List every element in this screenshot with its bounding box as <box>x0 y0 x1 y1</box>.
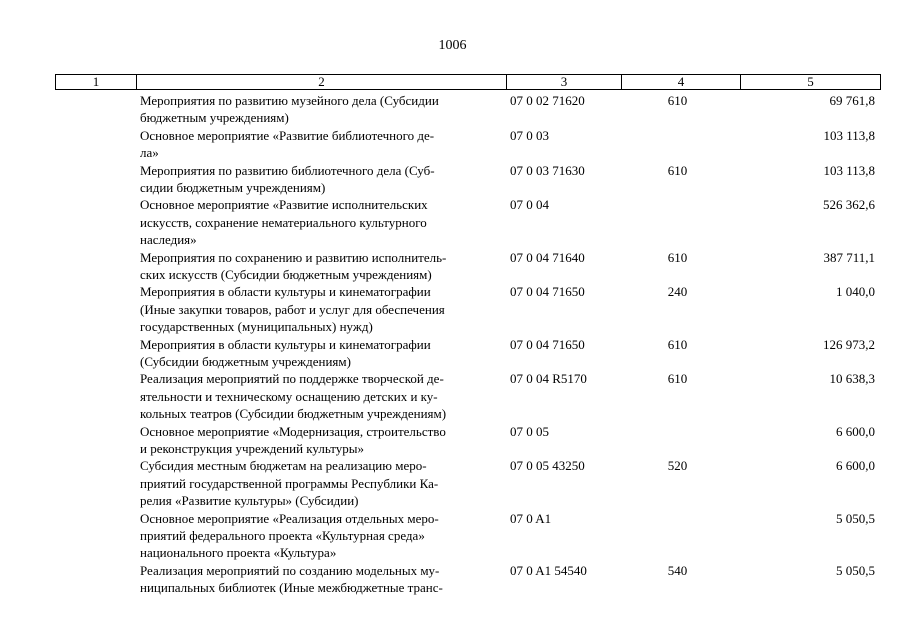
column-header-4: 4 <box>677 74 685 89</box>
row-code: 07 0 05 43250 <box>510 458 585 474</box>
row-type: 610 <box>667 162 688 178</box>
row-amount: 103 113,8 <box>823 127 875 143</box>
table-row <box>0 423 905 458</box>
table-row <box>0 92 905 127</box>
table-row <box>0 196 905 248</box>
row-type: 520 <box>667 458 688 474</box>
row-name: Мероприятия в области культуры и кинематографии (Иные закупки товаров, работ и услуг для обеспечения государственных (муниципальных) нужд) <box>140 284 445 335</box>
row-amount: 526 362,6 <box>823 197 875 213</box>
row-amount: 1 040,0 <box>836 284 875 300</box>
row-code: 07 0 03 <box>510 127 549 143</box>
row-code: 07 0 A1 <box>510 510 552 526</box>
row-code: 07 0 04 71650 <box>510 336 585 352</box>
row-type: 240 <box>667 284 688 300</box>
row-name: Реализация мероприятий по созданию модельных му- ниципальных библиотек (Иные межбюджетные транс- <box>140 562 443 596</box>
table-row <box>0 370 905 422</box>
table-row <box>0 510 905 562</box>
row-name: Мероприятия по развитию музейного дела (Субсидии бюджетным учреждениям) <box>140 93 439 126</box>
column-header-3: 3 <box>560 74 568 89</box>
table-body <box>0 92 905 597</box>
row-code: 07 0 04 R5170 <box>510 371 587 387</box>
row-amount: 6 600,0 <box>836 423 875 439</box>
column-header-5: 5 <box>807 74 814 89</box>
row-name: Основное мероприятие «Модернизация, строительство и реконструкция учреждений культуры» <box>140 423 446 456</box>
row-amount: 69 761,8 <box>829 93 875 108</box>
column-header-1: 1 <box>92 74 100 89</box>
row-code: 07 0 03 71630 <box>510 162 585 178</box>
row-amount: 103 113,8 <box>823 162 875 178</box>
row-code: 07 0 04 71650 <box>510 284 585 300</box>
row-type: 610 <box>667 371 688 387</box>
row-name: Мероприятия по развитию библиотечного дела (Суб- сидии бюджетным учреждениям) <box>140 162 435 195</box>
row-code: 07 0 A1 54540 <box>510 562 587 578</box>
row-amount: 5 050,5 <box>836 562 875 578</box>
table-row <box>0 249 905 284</box>
row-name: Реализация мероприятий по поддержке творческой де- ятельности и техническому оснащению детских и ку- кольных театров (Субсидии бюджетным учреждениям) <box>140 371 447 422</box>
table-row <box>0 162 905 197</box>
row-amount: 5 050,5 <box>836 510 875 526</box>
row-type: 610 <box>667 249 688 265</box>
table-row <box>0 336 905 371</box>
row-name: Основное мероприятие «Реализация отдельных меро- приятий федерального проекта «Культурная среда» национального проекта «Культура» <box>140 510 439 561</box>
row-name: Субсидия местным бюджетам на реализацию меро- приятий государственной программы Республики Ка- релия «Развитие культуры» (Субсидии) <box>140 458 439 509</box>
row-amount: 6 600,0 <box>836 458 875 474</box>
row-name: Основное мероприятие «Развитие библиотечного де- ла» <box>140 127 435 161</box>
row-type: 540 <box>667 562 688 578</box>
table-row <box>0 562 905 597</box>
row-amount: 126 973,2 <box>823 336 875 352</box>
table-row <box>0 283 905 335</box>
table-header <box>55 74 881 90</box>
row-code: 07 0 05 <box>510 423 549 439</box>
row-name: Основное мероприятие «Развитие исполнительских искусств, сохранение нематериального культурного наследия» <box>140 197 428 248</box>
page-number: 1006 <box>438 38 467 53</box>
row-code: 07 0 04 <box>510 197 549 213</box>
row-amount: 387 711,1 <box>823 249 875 265</box>
row-name: Мероприятия в области культуры и кинематографии (Субсидии бюджетным учреждениям) <box>140 336 431 369</box>
row-type: 610 <box>667 93 688 108</box>
table-row <box>0 127 905 162</box>
table-row <box>0 457 905 509</box>
row-code: 07 0 02 71620 <box>510 93 585 108</box>
row-name: Мероприятия по сохранению и развитию исполнитель- ских искусств (Субсидии бюджетным учреждениям) <box>140 249 447 282</box>
row-amount: 10 638,3 <box>829 371 875 387</box>
row-type: 610 <box>667 336 688 352</box>
row-code: 07 0 04 71640 <box>510 249 585 265</box>
column-header-2: 2 <box>318 74 325 89</box>
